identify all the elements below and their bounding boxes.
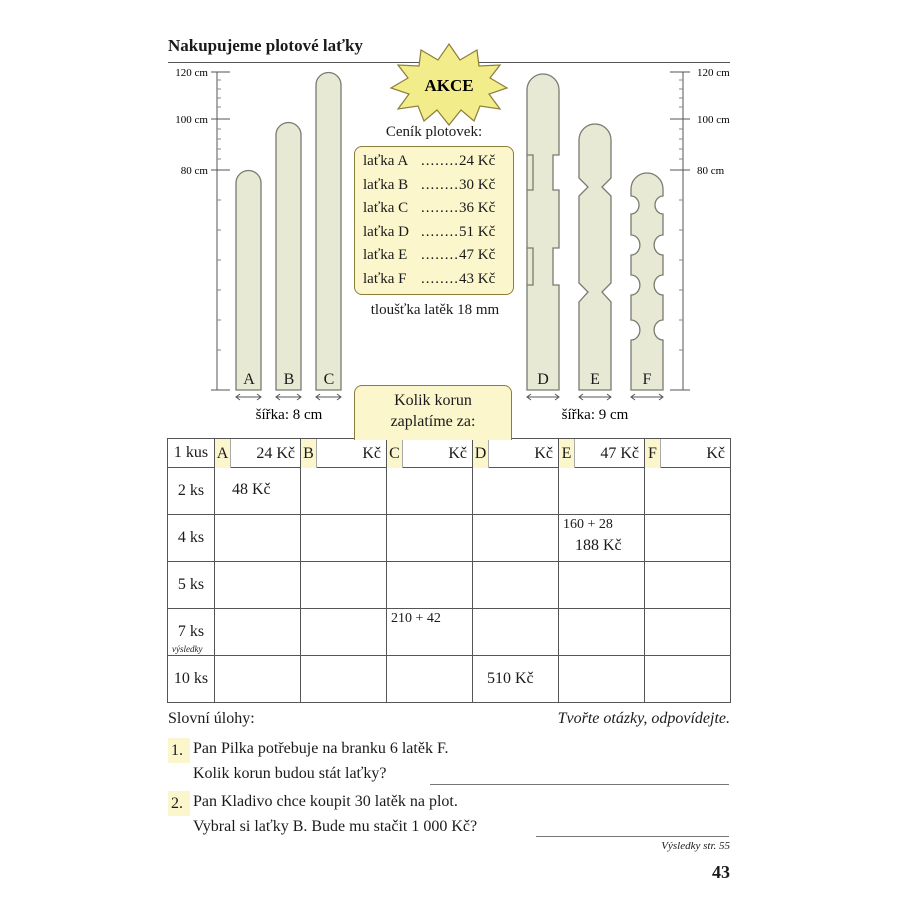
header-cell-b: [301, 439, 387, 468]
price-dots: ........: [421, 247, 459, 263]
tasks-hint: Tvořte otázky, odpovídejte.: [557, 710, 730, 727]
results-reference: Výsledky str. 55: [661, 840, 730, 852]
task-1-answer-line[interactable]: [430, 784, 729, 785]
task-2-line-1: Pan Kladivo chce koupit 30 latěk na plot.: [193, 793, 458, 810]
price-name: laťka E: [363, 247, 408, 263]
price-value: 43 Kč: [459, 270, 496, 287]
table-cell[interactable]: [645, 656, 731, 703]
table-cell[interactable]: [473, 562, 559, 609]
results-note: výsledky: [172, 644, 203, 654]
table-cell[interactable]: [387, 609, 473, 656]
cell-value: 510 Kč: [487, 670, 534, 687]
plank-e: [579, 124, 611, 390]
scale-left-100: 100 cm: [175, 114, 208, 126]
table-cell[interactable]: [215, 515, 301, 562]
cell-calculation: 210 + 42: [391, 611, 441, 626]
table-cell[interactable]: [387, 468, 473, 515]
row-label: 10 ks: [168, 656, 215, 703]
table-row: [168, 656, 731, 703]
col-unit-price[interactable]: Kč: [534, 445, 553, 462]
col-letter: A: [215, 439, 231, 468]
thickness-note: tloušťka latěk 18 mm: [370, 302, 500, 318]
scale-right: [670, 72, 690, 390]
plank-d: [527, 74, 559, 390]
col-letter: E: [559, 439, 575, 468]
table-row: [168, 609, 731, 656]
header-cell-e: [559, 439, 645, 468]
page-heading: Nakupujeme plotové laťky: [168, 36, 363, 55]
col-letter: C: [387, 439, 403, 468]
price-dots: ........: [421, 153, 459, 169]
table-row: [168, 562, 731, 609]
table-cell[interactable]: [559, 656, 645, 703]
price-table: [167, 438, 731, 703]
scale-right-80: 80 cm: [697, 165, 725, 177]
price-value: 24 Kč: [459, 153, 496, 169]
price-row-a: [363, 150, 513, 174]
price-name: laťka A: [363, 153, 409, 169]
price-dots: ........: [421, 176, 459, 193]
price-value: 51 Kč: [459, 223, 496, 240]
col-letter: B: [301, 439, 317, 468]
cell-calculation: 160 + 28: [563, 517, 613, 532]
task-2-line-2: Vybral si laťky B. Bude mu stačit 1 000 Kč?: [193, 818, 478, 835]
table-cell[interactable]: [645, 515, 731, 562]
table-cell[interactable]: [215, 468, 301, 515]
task-2-number: 2.: [168, 791, 190, 816]
table-cell[interactable]: [215, 609, 301, 656]
table-cell[interactable]: [387, 656, 473, 703]
row-label: [168, 609, 215, 656]
price-dots: ........: [421, 270, 459, 287]
table-cell[interactable]: [473, 515, 559, 562]
row-label: 4 ks: [168, 515, 215, 562]
table-cell[interactable]: [301, 515, 387, 562]
table-cell[interactable]: [645, 609, 731, 656]
plank-label-d: D: [537, 371, 549, 388]
price-dots: ........: [421, 200, 459, 216]
price-list-title: Ceník plotovek:: [385, 124, 483, 140]
price-row-e: [363, 244, 513, 268]
plank-b: [276, 123, 301, 391]
table-cell[interactable]: [301, 468, 387, 515]
table-cell[interactable]: [215, 562, 301, 609]
plank-a: [236, 171, 261, 391]
price-value: 47 Kč: [459, 247, 496, 263]
plank-label-a: A: [243, 371, 255, 388]
price-name: laťka B: [363, 176, 409, 193]
header-cell-c: [387, 439, 473, 468]
table-row: [168, 515, 731, 562]
price-dots: ........: [421, 223, 459, 240]
tasks-title: Slovní úlohy:: [168, 710, 255, 727]
scale-left-120: 120 cm: [175, 67, 208, 79]
question-line-1: Kolik korun: [394, 392, 472, 409]
table-cell[interactable]: [301, 562, 387, 609]
row-label: 5 ks: [168, 562, 215, 609]
price-name: laťka D: [363, 223, 409, 240]
cell-value: 188 Kč: [575, 537, 622, 554]
table-cell[interactable]: [559, 515, 645, 562]
price-list: [354, 146, 514, 295]
header-cell-a: [215, 439, 301, 468]
col-unit-price[interactable]: Kč: [448, 445, 467, 462]
plank-label-b: B: [283, 371, 295, 388]
col-letter: F: [645, 439, 661, 468]
header-cell-f: [645, 439, 731, 468]
table-cell[interactable]: [215, 656, 301, 703]
plank-label-e: E: [590, 371, 600, 388]
table-row: [168, 468, 731, 515]
page-number: 43: [712, 862, 730, 882]
price-value: 36 Kč: [459, 200, 496, 216]
price-row-c: [363, 197, 513, 221]
col-letter: D: [473, 439, 489, 468]
header-cell-d: [473, 439, 559, 468]
plank-label-f: F: [642, 371, 652, 388]
plank-f: [631, 173, 663, 390]
scale-right-100: 100 cm: [697, 114, 730, 126]
col-unit-price[interactable]: Kč: [706, 445, 725, 462]
table-header-row: [168, 439, 731, 468]
price-name: laťka C: [363, 200, 409, 216]
table-cell[interactable]: [387, 515, 473, 562]
row-label: 1 kus: [168, 439, 215, 468]
question-line-2: zaplatíme za:: [390, 413, 476, 430]
width-right-label: šířka: 9 cm: [561, 407, 629, 423]
table-cell[interactable]: [301, 656, 387, 703]
price-name: laťka F: [363, 270, 407, 287]
scale-left-80: 80 cm: [180, 165, 208, 177]
table-cell[interactable]: [559, 562, 645, 609]
col-unit-price[interactable]: Kč: [362, 445, 381, 462]
col-unit-price[interactable]: 47 Kč: [600, 445, 639, 462]
table-cell[interactable]: [559, 468, 645, 515]
akce-text: AKCE: [424, 76, 474, 95]
table-cell[interactable]: [387, 562, 473, 609]
table-cell[interactable]: [645, 562, 731, 609]
scale-right-120: 120 cm: [697, 67, 730, 79]
task-1-line-2: Kolik korun budou stát laťky?: [193, 765, 387, 782]
plank-c: [316, 73, 341, 391]
task-1-number: 1.: [168, 738, 190, 763]
task-2-answer-line[interactable]: [536, 836, 729, 837]
price-row-f: [363, 268, 513, 292]
col-unit-price[interactable]: 24 Kč: [256, 445, 295, 462]
table-cell[interactable]: [473, 468, 559, 515]
akce-badge: [391, 44, 507, 125]
width-left-label: šířka: 8 cm: [255, 407, 323, 423]
price-value: 30 Kč: [459, 176, 496, 193]
table-cell[interactable]: [301, 609, 387, 656]
task-1-line-1: Pan Pilka potřebuje na branku 6 latěk F.: [193, 740, 449, 757]
table-cell[interactable]: [645, 468, 731, 515]
price-row-d: [363, 221, 513, 245]
table-cell[interactable]: [473, 656, 559, 703]
scale-left: [211, 72, 230, 390]
row-label-text: 7 ks: [177, 623, 205, 640]
table-cell[interactable]: [559, 609, 645, 656]
question-box: [354, 385, 512, 440]
cell-value: 48 Kč: [232, 481, 271, 498]
table-cell[interactable]: [473, 609, 559, 656]
row-label: 2 ks: [168, 468, 215, 515]
plank-label-c: C: [323, 371, 335, 388]
price-row-b: [363, 174, 513, 198]
